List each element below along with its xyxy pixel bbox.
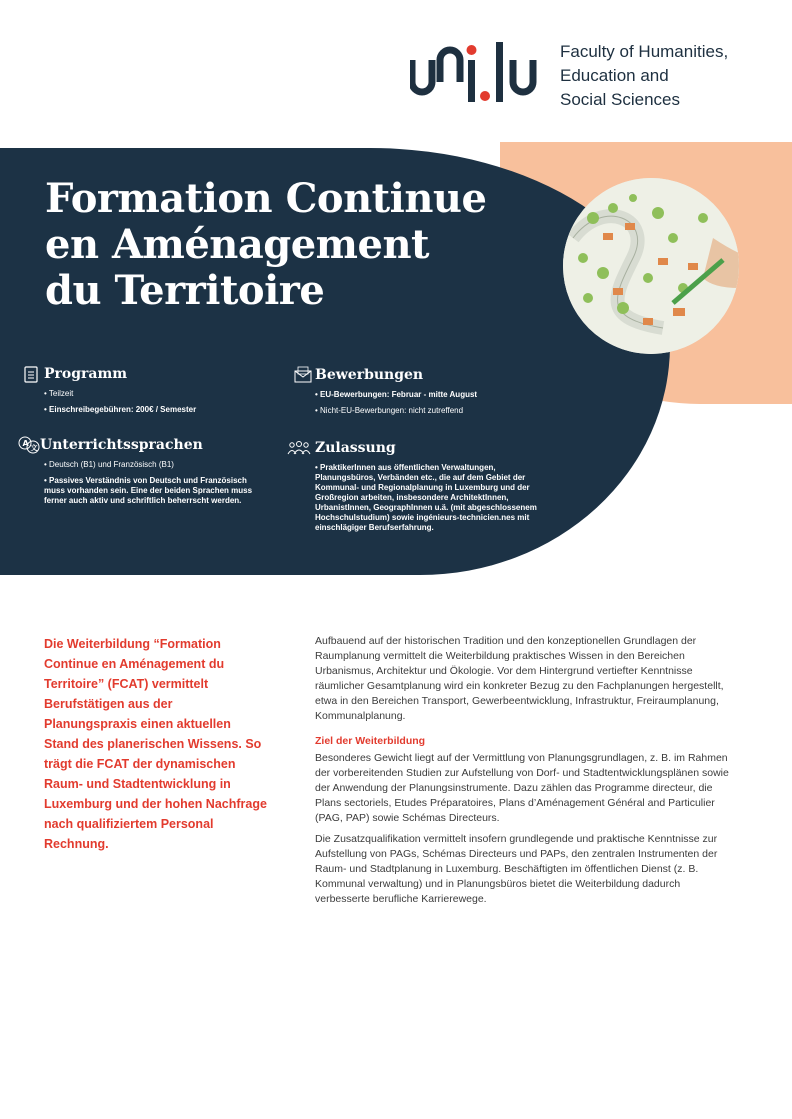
list-item: • Einschreibegebühren: 200€ / Semester bbox=[44, 405, 197, 414]
body-text bbox=[315, 634, 735, 913]
programm-heading: Programm bbox=[44, 366, 128, 382]
faculty-name bbox=[560, 40, 728, 112]
ziel-heading: Ziel der Weiterbildung bbox=[315, 735, 426, 747]
list-item: • Nicht-EU-Bewerbungen: nicht zutreffend bbox=[315, 406, 464, 415]
faculty-line-3: Social Sciences bbox=[560, 90, 681, 109]
page-title bbox=[45, 176, 565, 314]
bewerbungen-heading: Bewerbungen bbox=[315, 367, 424, 383]
faculty-line-1: Faculty of Humanities, bbox=[560, 42, 729, 61]
svg-text:文: 文 bbox=[30, 444, 38, 452]
list-item: • Passives Verständnis von Deutsch und Französisch muss vorhanden sein. Eine der beiden Sprachen muss ferner auch aktiv und schriftlich beherrscht werden. bbox=[44, 476, 253, 505]
list-item: • EU-Bewerbungen: Februar - mitte August bbox=[315, 390, 478, 399]
urban-plan-illustration bbox=[563, 178, 739, 354]
ziel-paragraph-1: Besonderes Gewicht liegt auf der Vermittlung von Planungsgrundlagen, z. B. im Rahmen der vorbereitenden Studien zur Aufstellung von Dorf- und Stadtentwicklungsplänen sowie der Anwendung der Planungsinstrumente. Dazu zählen das Programme directeur, die Plans sectoriels, Etudes Préparatoires, Plans d’Aménagement Général and Particulier (PAG, PAP) sowie Schémas Directeurs. bbox=[315, 752, 729, 824]
section-programm bbox=[22, 365, 262, 421]
translate-icon bbox=[18, 436, 36, 454]
section-zulassung bbox=[287, 439, 567, 539]
list-item: • Teilzeit bbox=[44, 389, 74, 398]
title-line-2: en Aménagement bbox=[45, 221, 430, 268]
list-item: • Deutsch (B1) und Französisch (B1) bbox=[44, 460, 174, 469]
intro-paragraph: Aufbauend auf der historischen Tradition und den konzeptionellen Grundlagen der Raumplanung vermittelt die Weiterbildung praktisches Wissen in den Bereichen Urbanismus, Architektur und Ökologie. Vor dem Hintergrund vertiefter Kenntnisse räumlicher Gesamtplanung wird ein konkreter Bezug zu den Fachplanungen hergestellt, etwa in den Bereichen Transport, Gewerbeentwicklung, Infrastruktur, Freiraumplanung, Kommunalplanung. bbox=[315, 635, 724, 722]
clipboard-icon bbox=[22, 365, 40, 383]
section-unterrichtssprachen bbox=[18, 436, 268, 512]
zulassung-heading: Zulassung bbox=[315, 440, 396, 456]
university-logo bbox=[410, 38, 760, 113]
people-icon bbox=[287, 439, 311, 457]
sprachen-heading: Unterrichtssprachen bbox=[40, 437, 203, 453]
envelope-icon bbox=[293, 366, 311, 384]
lead-paragraph: Die Weiterbildung “Formation Continue en Aménagement du Territoire” (FCAT) vermittelt Berufstätigen aus der Planungspraxis einen aktuellen Stand des planerischen Wissens. So trägt die FCAT der dynamischen Raum- und Stadtentwicklung in Luxemburg und der hohen Nachfrage nach qualifiziertem Personal Rechnung. bbox=[44, 637, 267, 851]
list-item: • PraktikerInnen aus öffentlichen Verwaltungen, Planungsbüros, Verbänden etc., die auf dem Gebiet der Kommunal- und Regionalplanung in Luxemburg und der Großregion arbeiten, insbesondere ArchitektInnen, UrbanistInnen, GeographInnen u.ä. (mit abgeschlossenem Hochschulstudium) sowie ingénieurs-technicien.nes mit einschlägiger Berufserfahrung. bbox=[315, 463, 537, 532]
title-line-1: Formation Continue bbox=[45, 175, 487, 222]
title-line-3: du Territoire bbox=[45, 267, 325, 314]
planning-photo bbox=[563, 178, 739, 354]
ziel-paragraph-2: Die Zusatzqualifikation vermittelt insofern grundlegende und praktische Kenntnisse zur Aufstellung von PAGs, Schémas Directeurs und PAPs, den zentralen Instrumenten der Raum- und Stadtplanung in Luxemburg. Beschäftigten im öffentlichen Dienst (z. B. Kommunal verwaltung) und in Planungsbüros bietet die Weiterbildung dadurch verbesserte berufliche Karrierewege. bbox=[315, 833, 718, 905]
section-bewerbungen bbox=[293, 366, 553, 422]
uni-lu-logo-mark bbox=[410, 38, 550, 113]
faculty-line-2: Education and bbox=[560, 66, 669, 85]
svg-text:A: A bbox=[22, 439, 29, 448]
